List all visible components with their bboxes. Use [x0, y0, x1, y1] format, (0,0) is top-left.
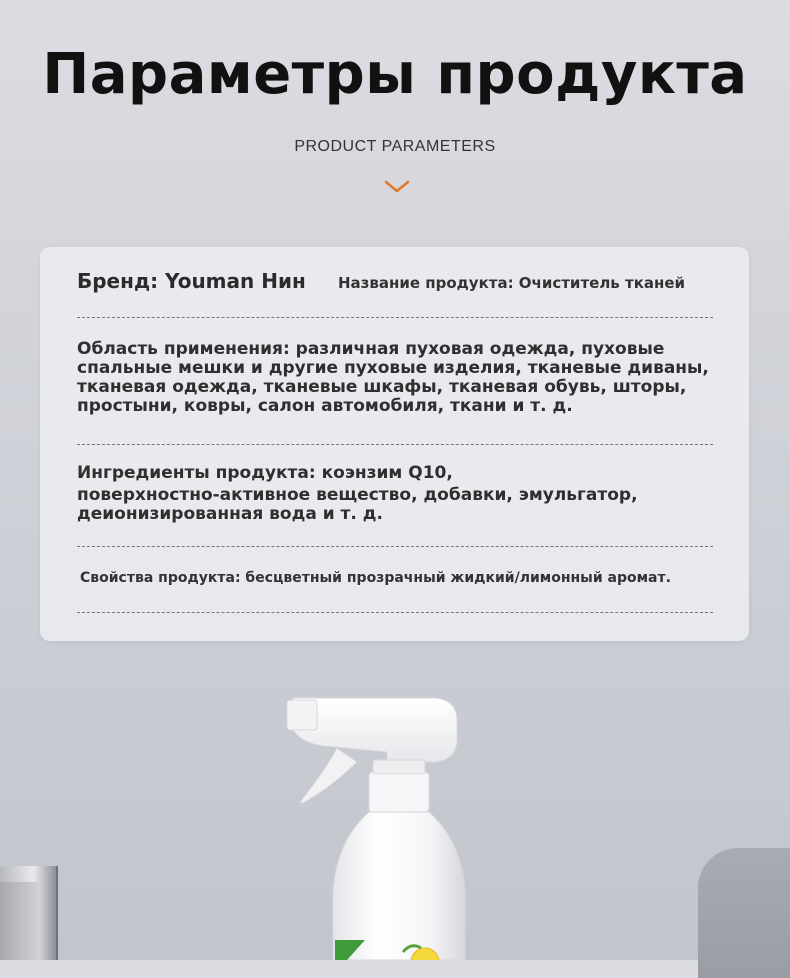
application-text	[77, 340, 717, 416]
application-line: простыни, ковры, салон автомобиля, ткани и т. д.	[77, 396, 573, 416]
page-title: Параметры продукта	[42, 42, 748, 107]
ingredients-text	[77, 464, 717, 524]
parameters-card	[40, 247, 749, 641]
brand-text: Бренд: Youman Нин	[77, 269, 306, 293]
spray-bottle-image	[285, 690, 485, 960]
application-line: Область применения: различная пуховая одежда, пуховые	[77, 339, 665, 359]
sofa-image	[698, 848, 790, 978]
ingredients-line: Ингредиенты продукта: коэнзим Q10,	[77, 463, 453, 483]
page-subtitle: PRODUCT PARAMETERS	[294, 138, 496, 155]
product-name-text: Название продукта: Очиститель тканей	[338, 274, 686, 292]
divider	[77, 546, 713, 547]
shelf-object-shade	[0, 882, 38, 960]
ingredients-line: деионизированная вода и т. д.	[77, 504, 383, 524]
application-line: спальные мешки и другие пуховые изделия, тканевые диваны,	[77, 358, 709, 378]
divider	[77, 444, 713, 445]
divider	[77, 317, 713, 318]
ingredients-line: поверхностно-активное вещество, добавки, эмульгатор,	[77, 485, 638, 505]
chevron-down-icon	[383, 176, 411, 196]
application-line: тканевая одежда, тканевые шкафы, тканевая обувь, шторы,	[77, 377, 687, 397]
divider	[77, 612, 713, 613]
properties-text: Свойства продукта: бесцветный прозрачный жидкий/лимонный аромат.	[80, 570, 671, 586]
